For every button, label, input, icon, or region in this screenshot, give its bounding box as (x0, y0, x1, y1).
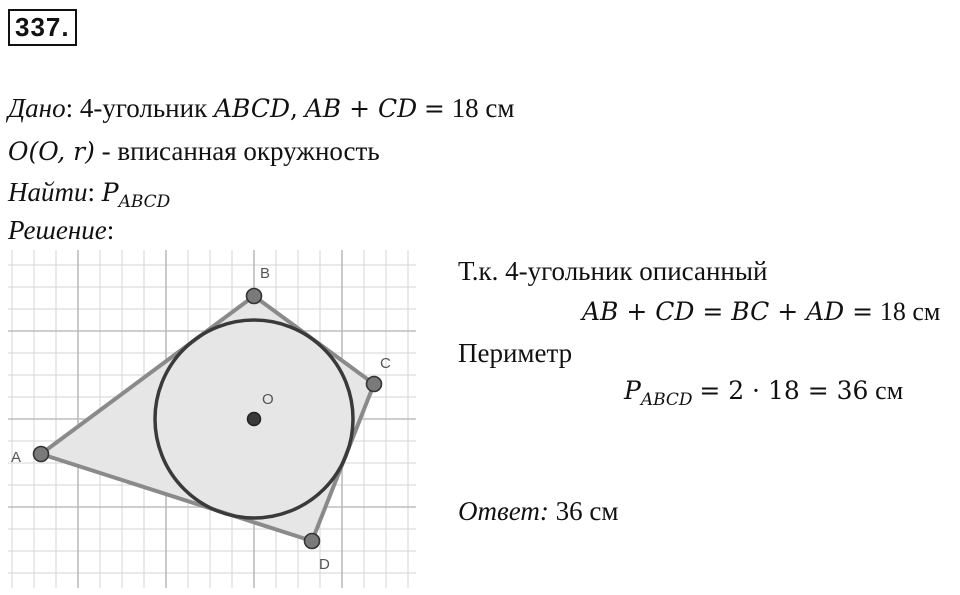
label-b: B (260, 265, 271, 282)
perimeter-symbol: P (624, 376, 641, 405)
find-symbol: P (101, 178, 119, 207)
given-value: 18 см (451, 93, 515, 123)
find-colon: : (87, 177, 96, 207)
perimeter-word: Периметр (458, 338, 573, 368)
find-line (8, 176, 170, 218)
circle-text: - вписанная окружность (101, 136, 380, 166)
reasoning-equation (582, 295, 940, 328)
label-d: D (319, 556, 330, 573)
answer-line (458, 495, 618, 527)
perimeter-expr: = 2 · 18 = 36 (699, 376, 869, 405)
given-quad: ABCD (213, 94, 290, 123)
find-subscript: ABCD (118, 192, 171, 212)
perimeter-subscript: ABCD (640, 390, 693, 410)
given-line (8, 92, 514, 125)
given-comma: , (290, 94, 298, 123)
circle-line (8, 135, 380, 168)
perimeter-equation (624, 374, 903, 416)
given-expr: AB + CD (304, 94, 418, 123)
given-text: 4-угольник (79, 93, 208, 123)
solution-colon: : (106, 215, 115, 245)
equation-expr: AB + CD = BC + AD = (582, 297, 874, 326)
point-a (34, 447, 49, 462)
point-b (247, 289, 262, 304)
label-c: C (380, 355, 391, 372)
given-equals: = (423, 94, 445, 123)
label-a: A (11, 449, 22, 466)
circle-math: O(O, r) (8, 137, 95, 166)
find-label: Найти (8, 177, 88, 207)
geometry-figure (8, 250, 416, 588)
answer-value: 36 см (555, 496, 619, 526)
equation-value: 18 см (879, 297, 941, 326)
problem-number: 337. (8, 9, 77, 46)
point-c (367, 377, 382, 392)
solution-label: Решение (8, 215, 107, 245)
solution-line (8, 214, 114, 246)
reasoning-line1: Т.к. 4-угольник описанный (458, 256, 768, 286)
label-o: O (262, 391, 274, 408)
point-o (248, 413, 261, 426)
given-label: Дано (8, 93, 66, 123)
answer-label: Ответ: (458, 496, 549, 526)
perimeter-unit: см (875, 376, 904, 405)
point-d (305, 534, 320, 549)
given-colon: : (65, 93, 74, 123)
